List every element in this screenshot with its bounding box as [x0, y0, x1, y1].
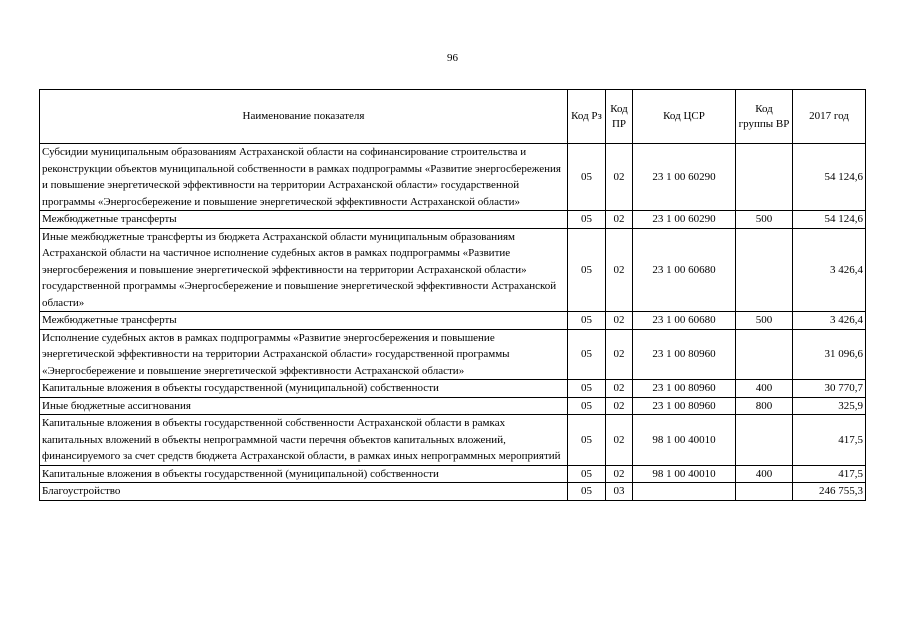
row-name: Благоустройство	[40, 483, 568, 501]
row-rz: 05	[568, 312, 606, 330]
table-row	[40, 380, 866, 398]
row-sum: 30 770,7	[793, 380, 866, 398]
row-vr: 800	[736, 397, 793, 415]
row-sum: 31 096,6	[793, 329, 866, 380]
table-row	[40, 415, 866, 466]
row-rz: 05	[568, 415, 606, 466]
row-pr: 02	[606, 465, 633, 483]
row-rz: 05	[568, 228, 606, 312]
row-pr: 02	[606, 211, 633, 229]
row-vr: 500	[736, 312, 793, 330]
table-row	[40, 465, 866, 483]
row-rz: 05	[568, 380, 606, 398]
row-name: Капитальные вложения в объекты государственной (муниципальной) собственности	[40, 465, 568, 483]
row-sum: 54 124,6	[793, 211, 866, 229]
row-sum: 417,5	[793, 465, 866, 483]
row-vr	[736, 228, 793, 312]
row-vr: 400	[736, 465, 793, 483]
row-name: Капитальные вложения в объекты государственной (муниципальной) собственности	[40, 380, 568, 398]
header-sum: 2017 год	[793, 90, 866, 144]
header-name: Наименование показателя	[40, 90, 568, 144]
row-name: Капитальные вложения в объекты государственной собственности Астраханской области в рамках капитальных вложений в объекты непрограммной части перечня объектов капитальных вложений, финансируемого за счет средств бюджета Астраханской области, в рамках иных непрограммных мероприятий	[40, 415, 568, 466]
page-number: 96	[447, 52, 458, 64]
row-pr: 02	[606, 312, 633, 330]
header-rz: Код Рз	[568, 90, 606, 144]
row-csr: 23 1 00 60290	[633, 211, 736, 229]
row-rz: 05	[568, 465, 606, 483]
row-rz: 05	[568, 483, 606, 501]
row-name: Исполнение судебных актов в рамках подпрограммы «Развитие энергосбережения и повышение энергетической эффективности на территории Астраханской области» государственной программы «Энергосбережение и повышение энергетической эффективности Астраханской области»	[40, 329, 568, 380]
row-csr: 98 1 00 40010	[633, 465, 736, 483]
row-name: Межбюджетные трансферты	[40, 312, 568, 330]
row-pr: 02	[606, 415, 633, 466]
row-rz: 05	[568, 329, 606, 380]
row-csr: 23 1 00 60290	[633, 144, 736, 211]
row-csr	[633, 483, 736, 501]
row-csr: 98 1 00 40010	[633, 415, 736, 466]
row-csr: 23 1 00 60680	[633, 312, 736, 330]
table-row	[40, 329, 866, 380]
row-sum: 3 426,4	[793, 228, 866, 312]
row-vr	[736, 415, 793, 466]
header-vr: Код группы ВР	[736, 90, 793, 144]
table-row	[40, 312, 866, 330]
row-sum: 3 426,4	[793, 312, 866, 330]
budget-table	[39, 89, 866, 501]
row-rz: 05	[568, 144, 606, 211]
row-pr: 02	[606, 397, 633, 415]
row-pr: 02	[606, 144, 633, 211]
row-vr	[736, 144, 793, 211]
row-csr: 23 1 00 60680	[633, 228, 736, 312]
row-name: Иные бюджетные ассигнования	[40, 397, 568, 415]
table-header-row	[40, 90, 866, 144]
row-rz: 05	[568, 211, 606, 229]
row-rz: 05	[568, 397, 606, 415]
row-csr: 23 1 00 80960	[633, 380, 736, 398]
row-vr: 400	[736, 380, 793, 398]
row-pr: 02	[606, 228, 633, 312]
row-name: Иные межбюджетные трансферты из бюджета Астраханской области муниципальным образованиям Астраханской области на частичное исполнение судебных актов в рамках подпрограммы «Развитие энергосбережения и повышение энергетической эффективности на территории Астраханской области» государственной программы «Энергосбережение и повышение энергетической эффективности Астраханской области»	[40, 228, 568, 312]
table-row	[40, 228, 866, 312]
row-vr: 500	[736, 211, 793, 229]
row-name: Межбюджетные трансферты	[40, 211, 568, 229]
row-pr: 02	[606, 329, 633, 380]
row-pr: 03	[606, 483, 633, 501]
header-pr: Код ПР	[606, 90, 633, 144]
row-sum: 246 755,3	[793, 483, 866, 501]
row-name: Субсидии муниципальным образованиям Астраханской области на софинансирование строительства и реконструкции объектов муниципальной собственности в рамках подпрограммы «Развитие энергосбережения и повышение энергетической эффективности на территории Астраханской области» государственной программы «Энергосбережение и повышение энергетической эффективности Астраханской области»	[40, 144, 568, 211]
row-sum: 417,5	[793, 415, 866, 466]
header-csr: Код ЦСР	[633, 90, 736, 144]
row-sum: 325,9	[793, 397, 866, 415]
row-csr: 23 1 00 80960	[633, 329, 736, 380]
table-row	[40, 397, 866, 415]
row-vr	[736, 329, 793, 380]
row-csr: 23 1 00 80960	[633, 397, 736, 415]
table-row	[40, 483, 866, 501]
row-vr	[736, 483, 793, 501]
row-pr: 02	[606, 380, 633, 398]
table-row	[40, 211, 866, 229]
table-row	[40, 144, 866, 211]
row-sum: 54 124,6	[793, 144, 866, 211]
